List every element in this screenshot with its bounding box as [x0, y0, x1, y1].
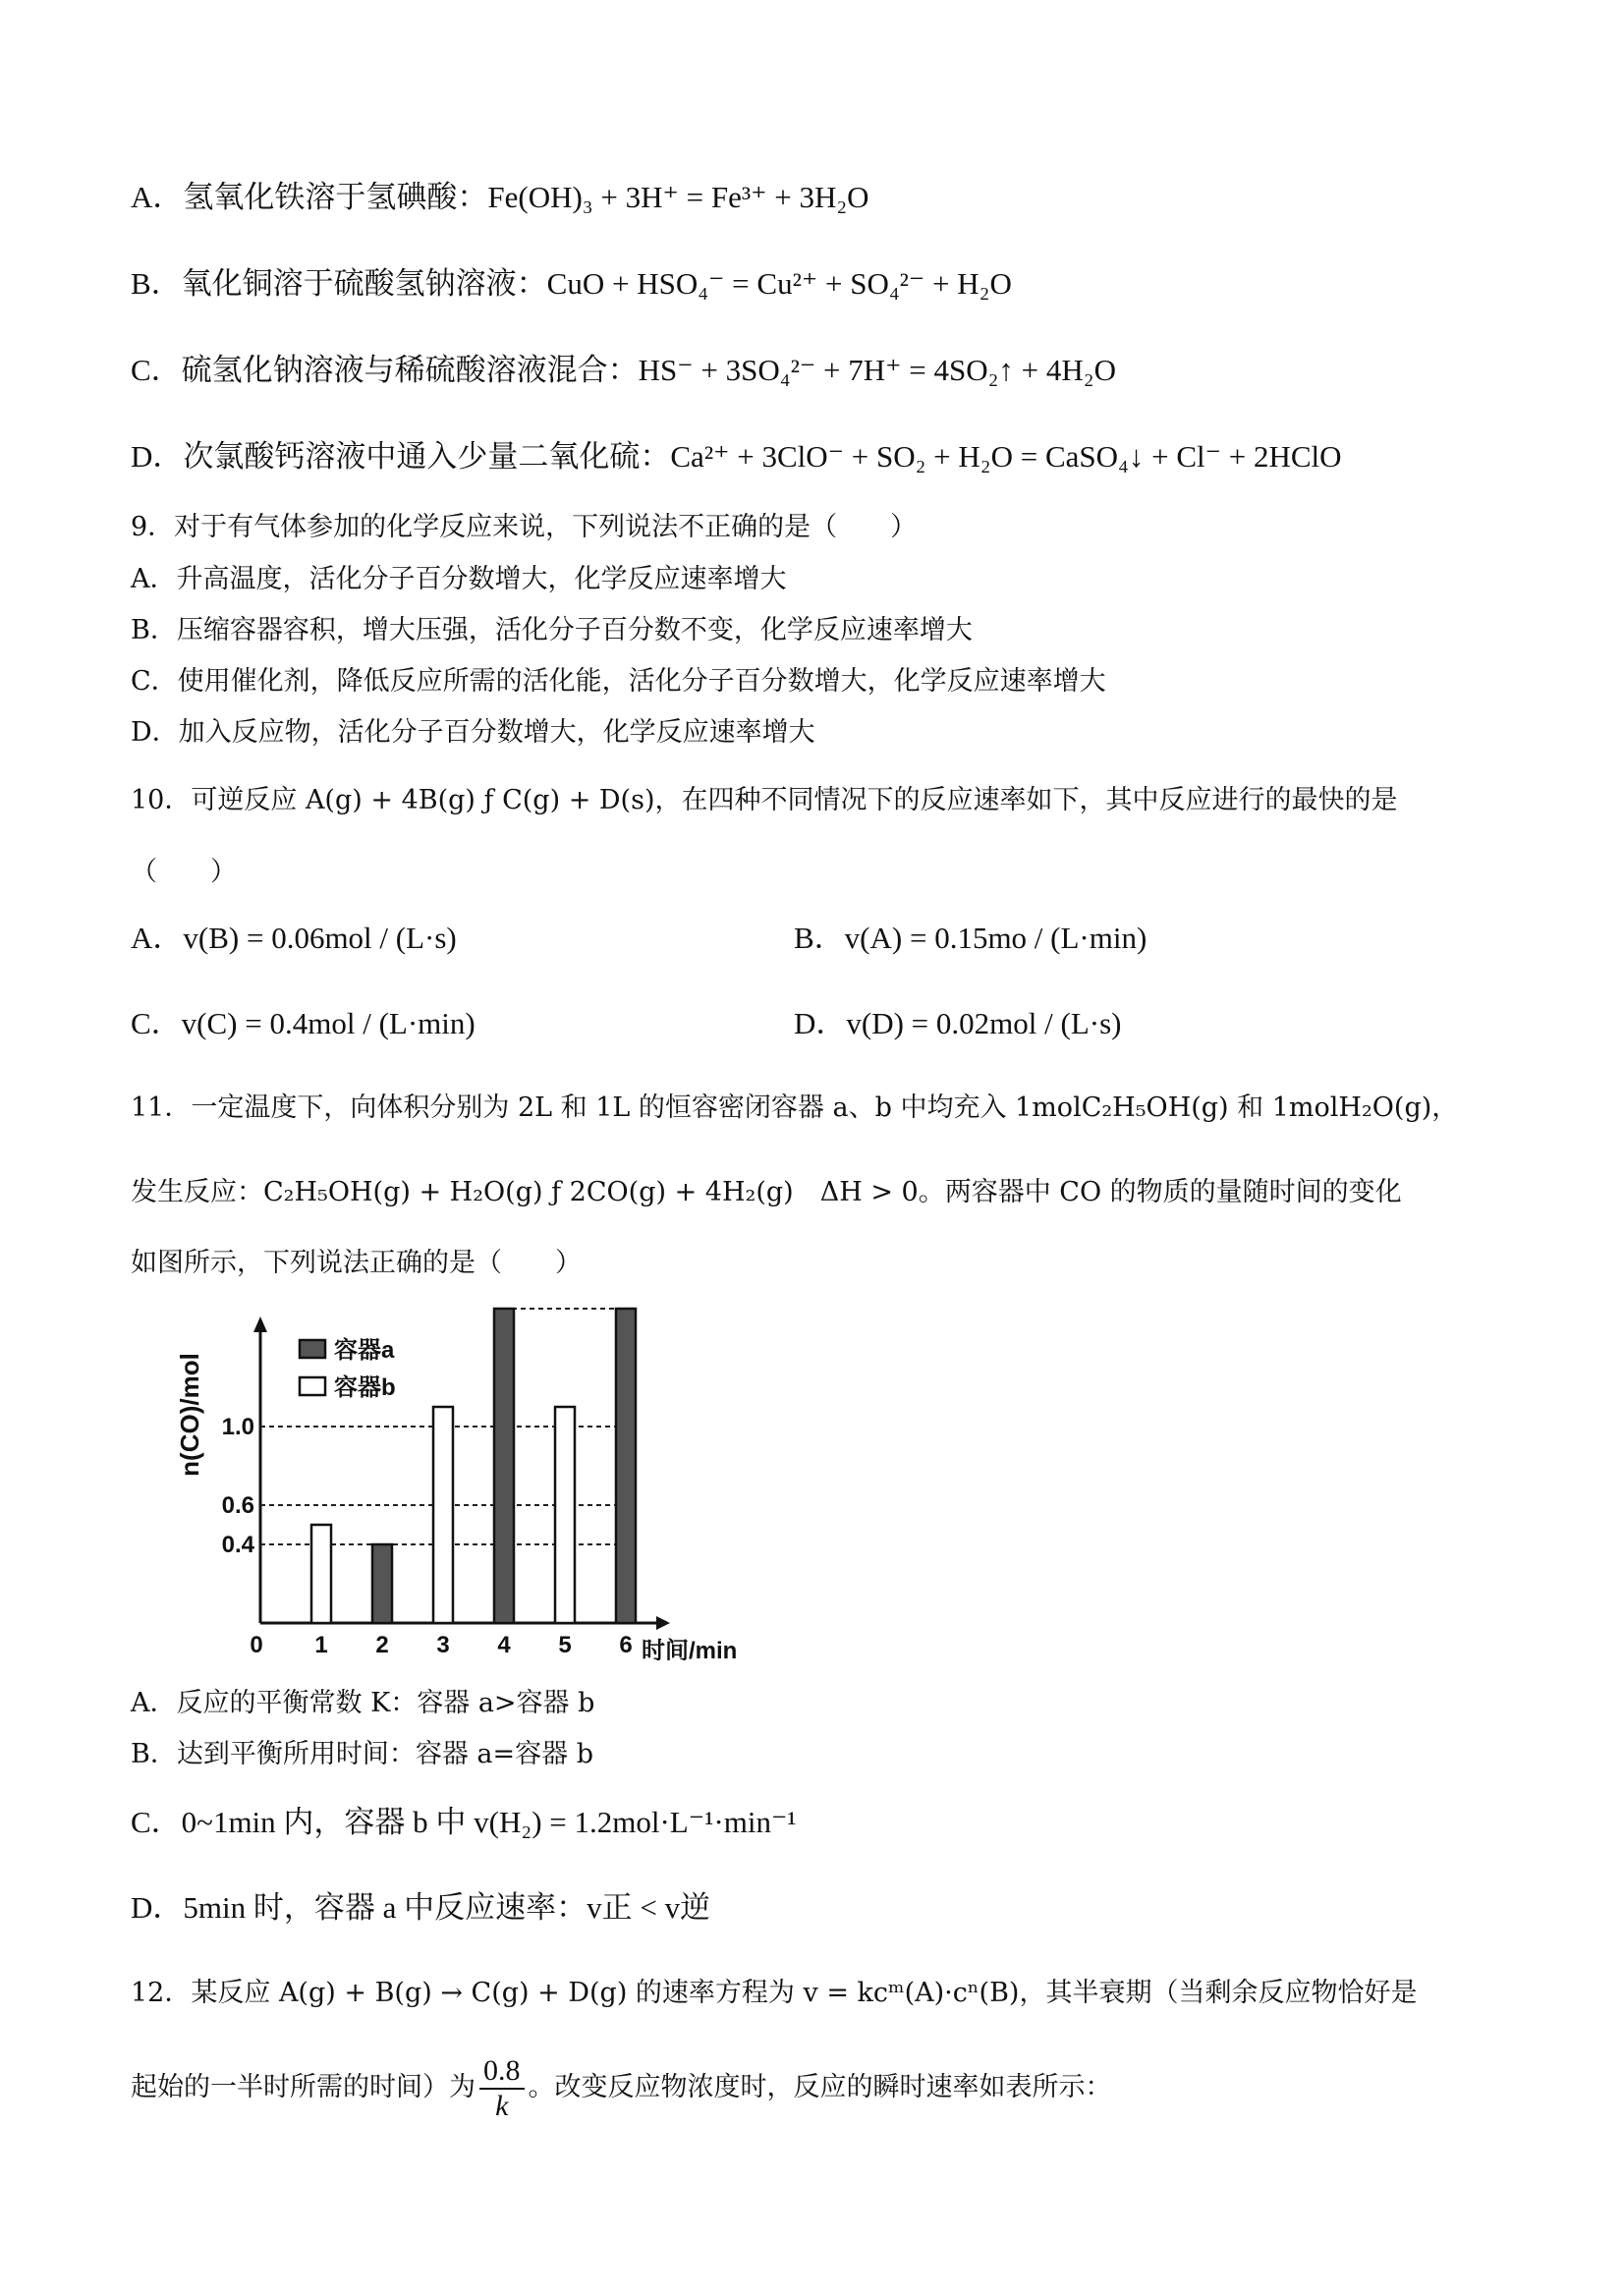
- legend-label: 容器a: [334, 1337, 395, 1364]
- x-tick-label: 0: [250, 1632, 263, 1658]
- y-tick-label: 0.6: [221, 1492, 254, 1519]
- q11-stem-1: 11．一定温度下，向体积分别为 2L 和 1L 的恒容密闭容器 a、b 中均充入 1molC₂H₅OH(g) 和 1molH₂O(g)，: [131, 1092, 1459, 1123]
- x-tick-label: 3: [436, 1632, 450, 1658]
- q8-option-c: C．硫氢化钠溶液与稀硫酸溶液混合：HS⁻ + 3SO₄²⁻ + 7H⁺ = 4SO₂↑ + 4H₂O: [131, 353, 1116, 387]
- bar-b-t3: [433, 1407, 453, 1623]
- fraction-numerator: 0.8: [479, 2054, 525, 2090]
- q12-stem-1: 12．某反应 A(g) + B(g) → C(g) + D(g) 的速率方程为 v = kcᵐ(A)·cⁿ(B)，其半衰期（当剩余反应物恰好是: [131, 1978, 1418, 2008]
- q10-option-b: B．v(A) = 0.15mo / (L·min): [794, 921, 1147, 955]
- q12-stem-2: [131, 2048, 1112, 2127]
- legend-swatch: [300, 1340, 325, 1358]
- x-tick-label: 5: [558, 1632, 572, 1658]
- y-axis-arrow: [253, 1316, 267, 1332]
- q9-option-b: B．压缩容器容积，增大压强，活化分子百分数不变，化学反应速率增大: [131, 615, 973, 645]
- q10-option-d: D．v(D) = 0.02mol / (L·s): [794, 1006, 1122, 1040]
- q8-option-b: B．氧化铜溶于硫酸氢钠溶液：CuO + HSO₄⁻ = Cu²⁺ + SO₄²⁻ + H₂O: [131, 266, 1012, 301]
- x-axis-arrow: [656, 1616, 670, 1630]
- q11-stem-3: 如图所示，下列说法正确的是（ ）: [131, 1248, 582, 1278]
- half-life-fraction: [479, 2054, 525, 2123]
- q9-option-c: C．使用催化剂，降低反应所需的活化能，活化分子百分数增大，化学反应速率增大: [131, 666, 1106, 697]
- bar-b-t5: [555, 1407, 575, 1623]
- y-tick-label: 0.4: [221, 1532, 254, 1558]
- bar-b-t1: [311, 1525, 331, 1623]
- fraction-denominator: k: [495, 2089, 509, 2122]
- q11-option-d: D．5min 时，容器 a 中反应速率：v正 < v逆: [131, 1890, 711, 1925]
- legend-swatch: [300, 1377, 325, 1395]
- bar-a-t2: [372, 1544, 392, 1623]
- q10-option-a: A．v(B) = 0.06mol / (L·s): [131, 921, 457, 955]
- q9-stem: 9．对于有气体参加的化学反应来说，下列说法不正确的是（ ）: [131, 512, 918, 542]
- q11-stem-2: 发生反应：C₂H₅OH(g) + H₂O(g) ƒ 2CO(g) + 4H₂(g) ΔH > 0。两容器中 CO 的物质的量随时间的变化: [131, 1177, 1402, 1207]
- q12-stem-2-pre: 起始的一半时所需的时间）为: [131, 2072, 476, 2102]
- x-axis-label: 时间/min: [642, 1638, 738, 1660]
- y-tick-label: 1.0: [221, 1414, 254, 1440]
- co-amount-bar-chart: [128, 1307, 756, 1660]
- bar-a-t4: [494, 1309, 514, 1623]
- q9-option-d: D．加入反应物，活化分子百分数增大，化学反应速率增大: [131, 717, 815, 748]
- x-tick-label: 6: [619, 1632, 633, 1658]
- x-tick-label: 1: [314, 1632, 328, 1658]
- q10-option-c: C．v(C) = 0.4mol / (L·min): [131, 1006, 476, 1040]
- q11-option-c: C．0~1min 内，容器 b 中 v(H₂) = 1.2mol·L⁻¹·min⁻¹: [131, 1805, 797, 1839]
- x-tick-label: 4: [497, 1632, 511, 1658]
- q12-stem-2-post: 。改变反应物浓度时，反应的瞬时速率如表所示：: [528, 2072, 1112, 2102]
- q10-stem: 10．可逆反应 A(g) + 4B(g) ƒ C(g) + D(s)，在四种不同情况下的反应速率如下，其中反应进行的最快的是: [131, 785, 1398, 815]
- y-axis-label: n(CO)/mol: [175, 1353, 204, 1477]
- bar-a-t6: [616, 1309, 636, 1623]
- x-tick-label: 2: [375, 1632, 389, 1658]
- legend-label: 容器b: [334, 1374, 396, 1401]
- q8-option-d: D．次氯酸钙溶液中通入少量二氧化硫：Ca²⁺ + 3ClO⁻ + SO₂ + H₂O = CaSO₄↓ + Cl⁻ + 2HClO: [131, 439, 1342, 474]
- q9-option-a: A．升高温度，活化分子百分数增大，化学反应速率增大: [131, 564, 787, 594]
- q11-option-a: A．反应的平衡常数 K：容器 a>容器 b: [131, 1688, 595, 1718]
- q11-option-b: B．达到平衡所用时间：容器 a=容器 b: [131, 1739, 594, 1769]
- q10-stem-paren: （ ）: [131, 857, 237, 887]
- q8-option-a: A．氢氧化铁溶于氢碘酸：Fe(OH)₃ + 3H⁺ = Fe³⁺ + 3H₂O: [131, 180, 869, 214]
